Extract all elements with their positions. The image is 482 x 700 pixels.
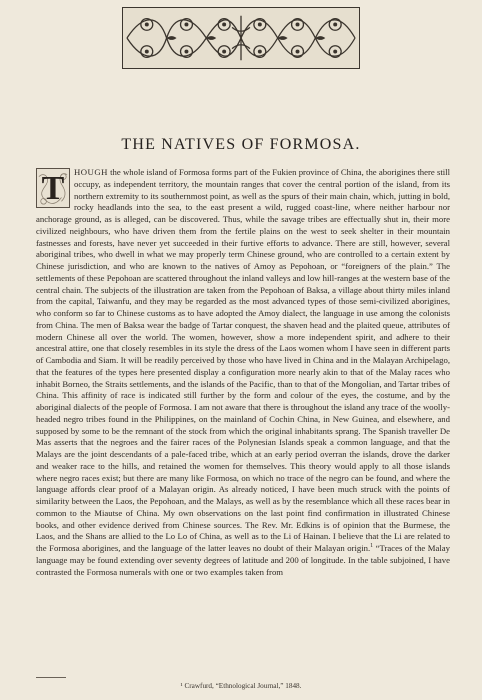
article-body: [36, 167, 450, 578]
first-word: HOUGH: [74, 167, 108, 177]
footnote-marker: 1: [370, 543, 374, 550]
body-paragraph-end: “Traces of the Malay language may be found extending over seventy degrees of latitude and 200 of longitude. In the table subjoined, I have contrasted the Formosa numerals with one or two examples taken from: [36, 543, 450, 577]
page-title: THE NATIVES OF FORMOSA.: [121, 136, 361, 153]
footnote-divider: [36, 677, 66, 678]
footnote: ¹ Crawfurd, “Ethnological Journal,” 1848.: [180, 682, 302, 690]
dropcap-letter: T: [41, 170, 65, 207]
decorative-header-ornament: [122, 7, 360, 69]
body-paragraph-main: the whole island of Formosa forms part of the Fukien province of China, the aborigines there still occupy, as independent territory, the mountain ranges that cover the central portion of the island, from its northern extremity to its southernmost point, as well as the spurs of their main chain, which, jutting in bold, rocky headlands into the sea, to the east present a wild, rugged coast-line, where neither harbour nor anchorage ground, as is alleged, can be discovered. Thus, while the savage tribes are effectually shut in, their more civilized neighbours, who have driven them from the fertile plains on the west to seek shelter in their mountain fastnesses and forests, have never yet succeeded in their furtive efforts to advance. There are still, however, several aboriginal tribes, who dwell in what we may properly term Chinese ground, who are controlled to a certain extent by Chinese jurisdiction, and who are known to the natives of Amoy as Pepohoan, or “foreigners of the plain.” The settlements of these Pepohoan are scattered throughout the inland valleys and low hill-ranges at the western base of the central chain. The subjects of the illustration are taken from the Pepohoan of Baksa, a village about thirty miles inland from the capital, Taiwanfu, and they may be regarded as the most advanced types of those semi-civilized aborigines, who conform so far to Chinese customs as to have adopted the Amoy dialect, the language in use among the colonists from China. The men of Baksa wear the badge of Tartar conquest, the shaven head and the plaited queue, attributes of modern Chinese all over the world. The women, however, show a more independent spirit, and adhere to their ancestral attire, one that closely resembles in its style the dress of the Laos women whom I have seen in different parts of Cambodia and Siam. It will be readily perceived by those who have lived in China and in the Malayan Archipelago, that the features of the types here presented display a configuration more nearly akin to that of the Malay races who inhabit Borneo, the Straits settlements, and the islands of the Pacific, than to that of the Mongolian, and Tartar tribes of China. This affinity of race is indicated still further by the form and colour of the eyes, the costume, and by the aboriginal dialects of the people of Formosa. I am not aware that there is throughout the island any trace of the woolly-headed negro tribes found in the Philippines, on the mainland of Cochin China, in New Guinea, and elsewhere, and supposed by some to be the remnant of the stock from which the original inhabitants sprang. The Spanish traveller De Mas asserts that the negroes and the fairer races of the Polynesian Islands speak a common language, and that the Malays are the joint descendants of a pale-faced tribe, which at an early period overran the islands, drove the darker and weaker race to the hills, and retained the women for themselves. This theory would apply to all those islands where negro races exist; but there are many like Formosa, on which no trace of the negro can be found, and where the language affords clear proof of a Malayan origin. As already noticed, I have been much struck with the points of similarity between the Laos, the Pepohoan, and the Malays, as well as by the resemblance which all these races bear in common to the Miautse of China. My own observations on the last point find confirmation in illustrated Chinese books, and other evidence derived from Chinese sources. The Rev. Mr. Edkins is of opinion that the Burmese, the Laos, and the Shans are allied to the Lo Lo of China, as well as to the Li of Hainan. I believe that the Li are related to the Formosa aborigines, and the language of the latter leaves no doubt of their Malayan origin.: [36, 167, 450, 553]
vine-scroll-ornament-icon: [123, 8, 359, 68]
ornamental-drop-cap: [36, 168, 70, 208]
